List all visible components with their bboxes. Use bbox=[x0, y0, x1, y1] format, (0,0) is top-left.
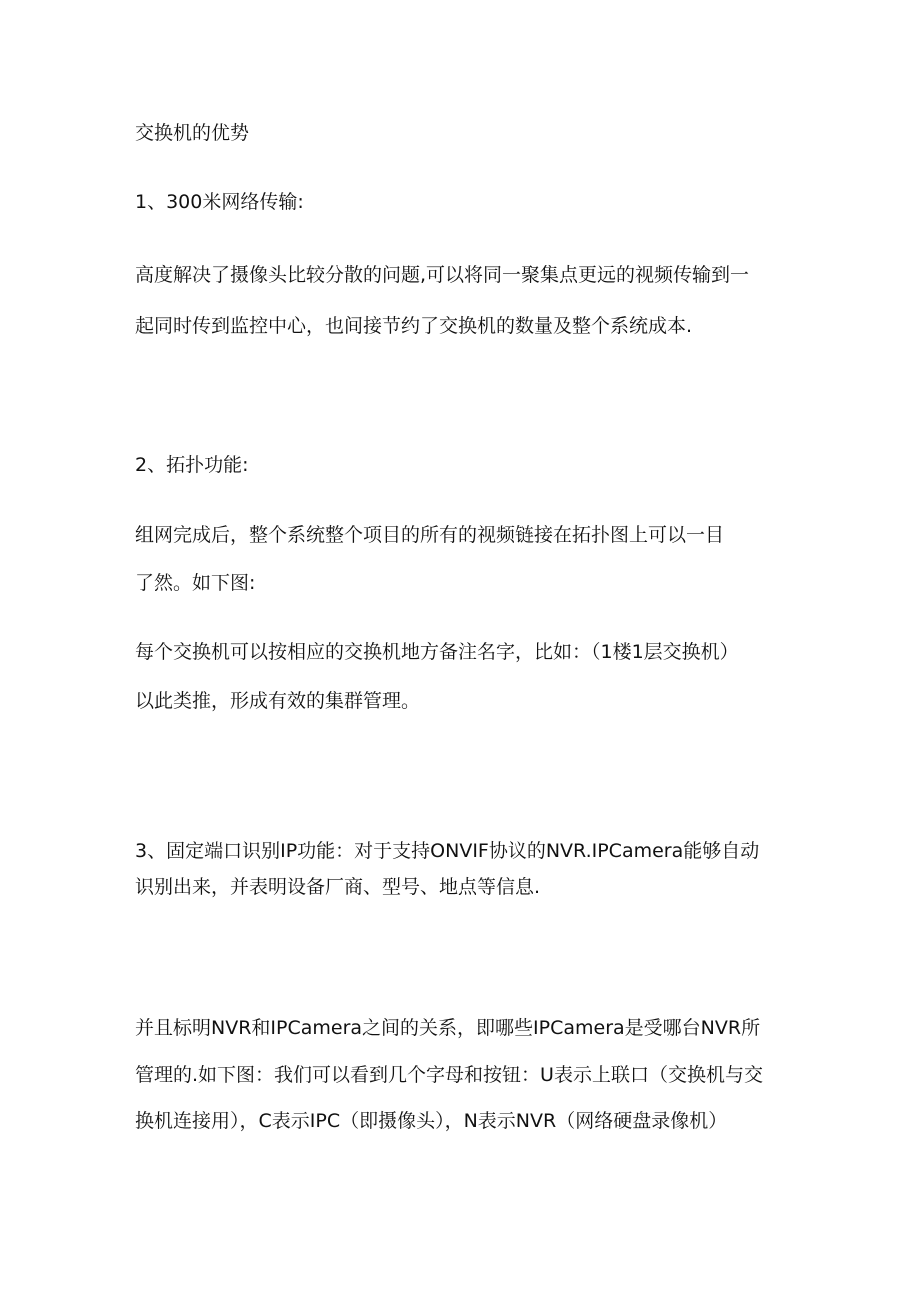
section-1-heading: 1、300米网络传输: bbox=[135, 191, 304, 213]
section-3-line-1: 3、固定端口识别IP功能：对于支持ONVIF协议的NVR.IPCamera能够自动 bbox=[135, 840, 760, 862]
section-3-line-4: 管理的.如下图：我们可以看到几个字母和按钮：U表示上联口（交换机与交 bbox=[135, 1064, 763, 1086]
section-2-line-2: 了然。如下图: bbox=[135, 572, 256, 594]
section-3-line-3: 并且标明NVR和IPCamera之间的关系，即哪些IPCamera是受哪台NVR所 bbox=[135, 1017, 761, 1039]
document-title: 交换机的优势 bbox=[135, 122, 250, 144]
section-3-line-5: 换机连接用），C表示IPC（即摄像头），N表示NVR（网络硬盘录像机） bbox=[135, 1110, 728, 1132]
section-2-line-3: 每个交换机可以按相应的交换机地方备注名字，比如：（1楼1层交换机） bbox=[135, 641, 739, 663]
section-3-line-2: 识别出来，并表明设备厂商、型号、地点等信息. bbox=[135, 876, 541, 898]
section-2-line-4: 以此类推，形成有效的集群管理。 bbox=[135, 690, 421, 712]
section-2-heading: 2、拓扑功能: bbox=[135, 454, 249, 476]
section-2-line-1: 组网完成后，整个系统整个项目的所有的视频链接在拓扑图上可以一目 bbox=[135, 524, 725, 546]
section-1-line-2: 起同时传到监控中心，也间接节约了交换机的数量及整个系统成本. bbox=[135, 315, 693, 337]
section-1-line-1: 高度解决了摄像头比较分散的问题,可以将同一聚集点更远的视频传输到一 bbox=[135, 264, 750, 286]
